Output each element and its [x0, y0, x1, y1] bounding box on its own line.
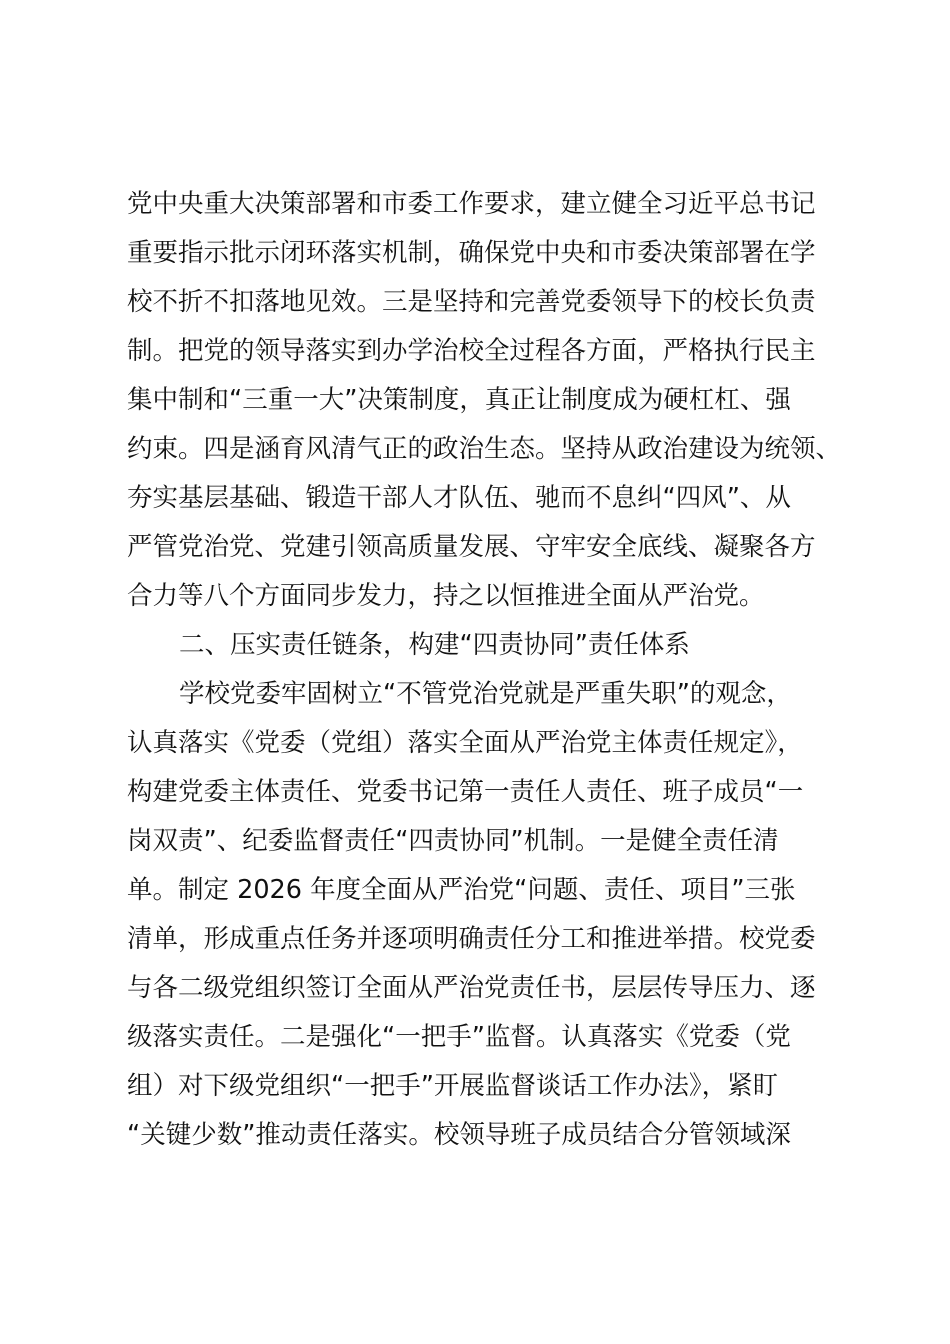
paragraph-2	[127, 670, 847, 1160]
document-body	[127, 180, 847, 1160]
paragraph-1	[127, 180, 847, 621]
text-line: 清单，形成重点任务并逐项明确责任分工和推进举措。校党委	[127, 924, 816, 954]
text-line: 夯实基层基础、锻造干部人才队伍、驰而不息纠“四风”、从	[127, 483, 791, 513]
text-line: 约束。四是涵育风清气正的政治生态。坚持从政治建设为统领、	[127, 434, 842, 464]
text-line: 学校党委牢固树立“不管党治党就是严重失职”的观念，	[179, 679, 792, 709]
text-line: 重要指示批示闭环落实机制，确保党中央和市委决策部署在学	[127, 238, 816, 268]
text-line: 制。把党的领导落实到办学治校全过程各方面，严格执行民主	[127, 336, 816, 366]
text-line: 集中制和“三重一大”决策制度，真正让制度成为硬杠杠、强	[127, 385, 791, 415]
section-heading: 二、压实责任链条，构建“四责协同”责任体系	[179, 630, 690, 660]
text-line: 合力等八个方面同步发力，持之以恒推进全面从严治党。	[127, 581, 765, 611]
text-line: “关键少数”推动责任落实。校领导班子成员结合分管领域深	[127, 1120, 791, 1150]
text-line: 严管党治党、党建引领高质量发展、守牢安全底线、凝聚各方	[127, 532, 816, 562]
text-line: 党中央重大决策部署和市委工作要求，建立健全习近平总书记	[127, 189, 816, 219]
text-line: 校不折不扣落地见效。三是坚持和完善党委领导下的校长负责	[127, 287, 816, 317]
text-line: 组）对下级党组织“一把手”开展监督谈话工作办法》，紧盯	[127, 1071, 779, 1101]
text-line: 单。制定 2026 年度全面从严治党“问题、责任、项目”三张	[127, 875, 796, 905]
text-line: 级落实责任。二是强化“一把手”监督。认真落实《党委（党	[127, 1022, 791, 1052]
text-line: 构建党委主体责任、党委书记第一责任人责任、班子成员“一	[127, 777, 804, 807]
text-line: 与各二级党组织签订全面从严治党责任书，层层传导压力、逐	[127, 973, 816, 1003]
text-line: 岗双责”、纪委监督责任“四责协同”机制。一是健全责任清	[127, 826, 779, 856]
text-line: 认真落实《党委（党组）落实全面从严治党主体责任规定》，	[127, 728, 803, 758]
